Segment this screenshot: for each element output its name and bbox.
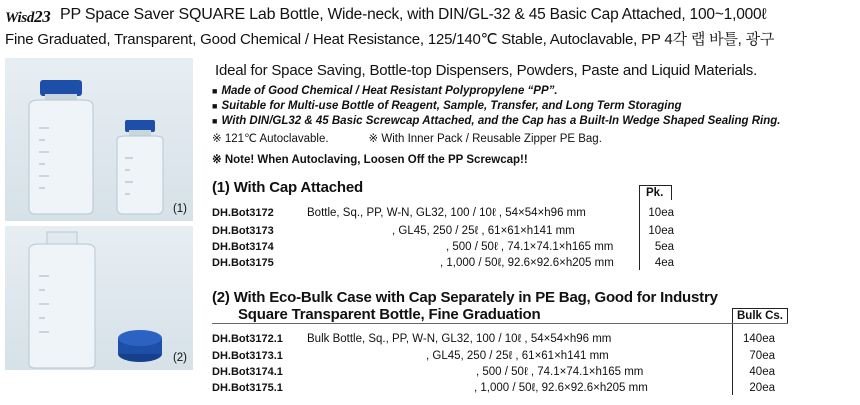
item-description: , 1,000 / 50ℓ, 92.6×92.6×h205 mm xyxy=(440,257,614,269)
large-cap xyxy=(40,80,82,96)
catalog-code: DH.Bot3172.1 xyxy=(212,333,283,345)
bulk-qty: 140ea xyxy=(743,333,775,345)
section2-subheading: Square Transparent Bottle, Fine Graduation xyxy=(238,306,541,323)
feature-bullet: ■ Made of Good Chemical / Heat Resistant Polypropylene “PP”. xyxy=(212,85,558,97)
inner-pack-note: ※ With Inner Pack / Reusable Zipper PE Bag. xyxy=(368,133,602,145)
product-title xyxy=(60,6,766,24)
autoclave-note: ※ 121℃ Autoclavable. xyxy=(212,133,329,145)
brand-logo xyxy=(5,7,51,27)
product-title-specs: Wide-neck, with DIN/GL-32 & 45 Basic Cap Attached, 100~1,000ℓ xyxy=(323,6,767,23)
item-description: Bottle, Sq., PP, W-N, GL32, 100 / 10ℓ , 54×54×h96 mm xyxy=(307,207,586,219)
loose-cap-face xyxy=(118,330,162,346)
item-description: , GL45, 250 / 25ℓ , 61×61×h141 mm xyxy=(426,350,609,362)
item-description: Bulk Bottle, Sq., PP, W-N, GL32, 100 / 10ℓ , 54×54×h96 mm xyxy=(307,333,612,345)
catalog-code: DH.Bot3174.1 xyxy=(212,366,283,378)
item-description: , 1,000 / 50ℓ, 92.6×92.6×h205 mm xyxy=(474,382,648,394)
square-bullet-icon: ■ xyxy=(212,86,218,96)
brand-mark: 23 xyxy=(34,7,51,26)
bottle-neck-open xyxy=(47,232,77,244)
bulk-bottle-image xyxy=(5,226,193,370)
bulk-qty-header: Bulk Cs. xyxy=(732,308,788,324)
small-neck xyxy=(129,130,151,136)
intro-text: Ideal for Space Saving, Bottle-top Dispensers, Powders, Paste and Liquid Materials. xyxy=(215,62,758,79)
product-subtitle: Fine Graduated, Transparent, Good Chemical / Heat Resistance, 125/140℃ Stable, Autoclavable, PP 4각 랩 바틀, 광구 xyxy=(5,31,775,48)
pack-qty: 4ea xyxy=(654,257,674,269)
photo-label-1: (1) xyxy=(172,203,187,215)
catalog-code: DH.Bot3173 xyxy=(212,225,274,237)
catalog-code: DH.Bot3174 xyxy=(212,241,274,253)
small-bottle-body xyxy=(117,136,163,214)
square-bullet-icon: ■ xyxy=(212,101,218,111)
product-photo-2 xyxy=(5,226,193,370)
catalog-code: DH.Bot3172 xyxy=(212,207,274,219)
product-title-main: PP Space Saver SQUARE Lab Bottle, xyxy=(60,6,324,23)
brand-name: Wisd xyxy=(5,10,35,26)
section2-divider xyxy=(212,323,788,324)
item-description: , 500 / 50ℓ , 74.1×74.1×h165 mm xyxy=(446,241,614,253)
bottle-pair-image xyxy=(5,58,193,221)
item-description: , 500 / 50ℓ , 74.1×74.1×h165 mm xyxy=(476,366,644,378)
pack-qty-header: Pk. xyxy=(639,185,672,200)
pack-qty: 10ea xyxy=(648,225,674,237)
feature-bullet: ■ Suitable for Multi-use Bottle of Reagent, Sample, Transfer, and Long Term Storaging xyxy=(212,100,682,112)
autoclave-warning: ※ Note! When Autoclaving, Loosen Off the PP Screwcap!! xyxy=(212,154,528,166)
feature-bullet: ■ With DIN/GL32 & 45 Basic Screwcap Attached, and the Cap has a Built-In Wedge Shaped Sealing Ring. xyxy=(212,115,781,127)
square-bullet-icon: ■ xyxy=(212,116,218,126)
bulk-bottle-body xyxy=(29,244,95,368)
notes-line xyxy=(212,131,602,145)
bulk-qty: 70ea xyxy=(749,350,775,362)
large-bottle-body xyxy=(29,100,93,214)
product-photo-1 xyxy=(5,58,193,221)
bulk-qty: 40ea xyxy=(749,366,775,378)
section1-heading: (1) With Cap Attached xyxy=(212,179,363,196)
catalog-code: DH.Bot3175 xyxy=(212,257,274,269)
section2-heading: (2) With Eco-Bulk Case with Cap Separately in PE Bag, Good for Industry xyxy=(212,289,718,306)
catalog-code: DH.Bot3173.1 xyxy=(212,350,283,362)
item-description: , GL45, 250 / 25ℓ , 61×61×h141 mm xyxy=(392,225,575,237)
photo-label-2: (2) xyxy=(172,352,187,364)
bulk-qty: 20ea xyxy=(749,382,775,394)
pack-qty: 5ea xyxy=(654,241,674,253)
catalog-code: DH.Bot3175.1 xyxy=(212,382,283,394)
pack-qty: 10ea xyxy=(648,207,674,219)
